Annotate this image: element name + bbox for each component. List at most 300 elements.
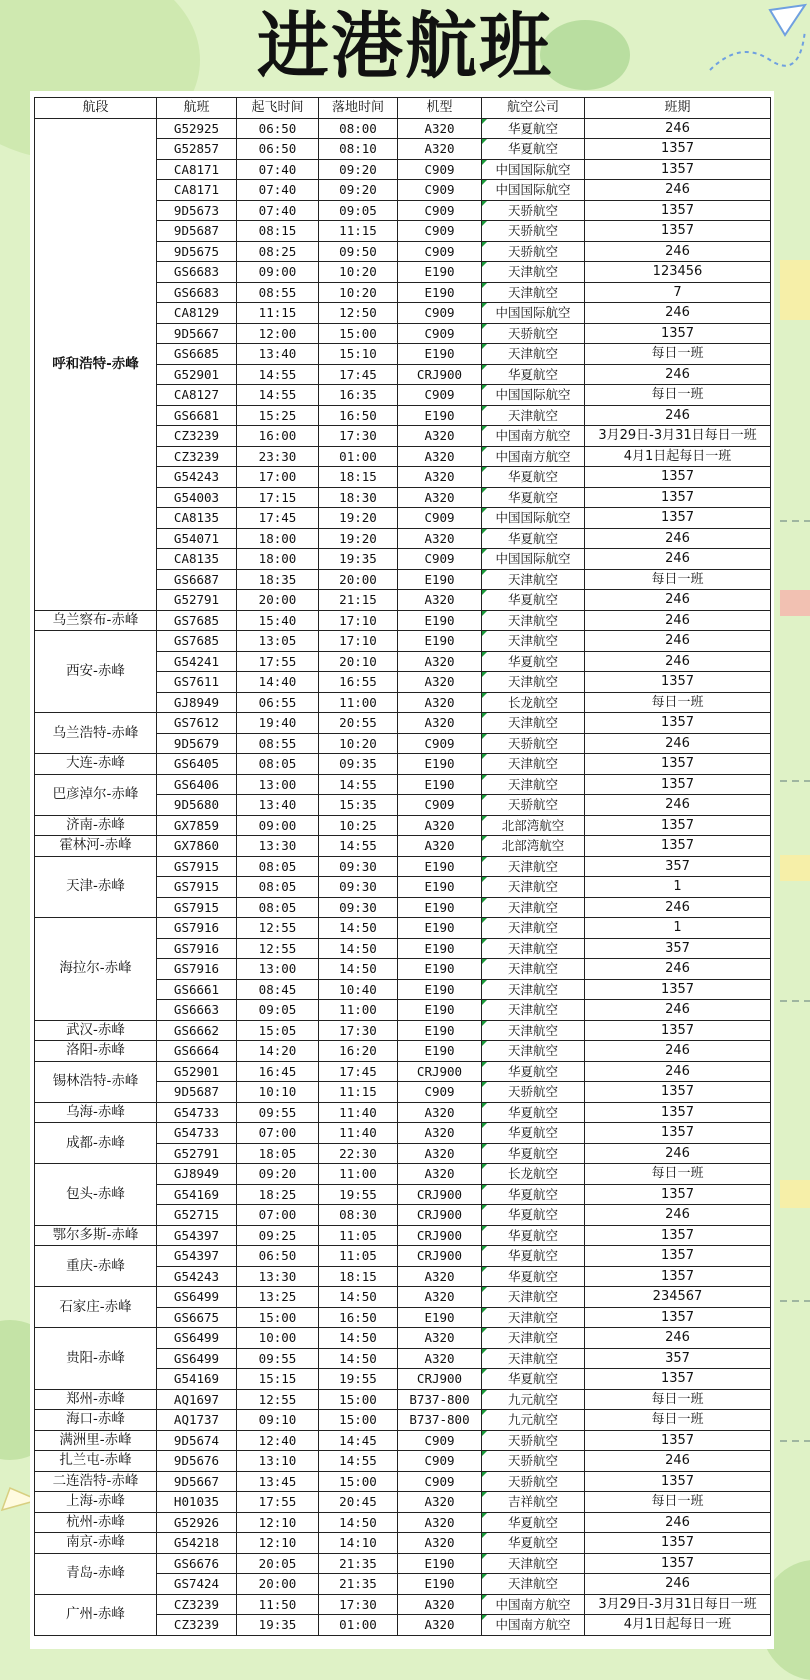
- aircraft-type: A320: [398, 713, 482, 734]
- arrival-time: 01:00: [319, 1615, 398, 1636]
- flight-number: AQ1737: [157, 1410, 237, 1431]
- schedule: 246: [585, 1574, 771, 1595]
- flight-number: G52857: [157, 139, 237, 160]
- flight-number: GS6685: [157, 344, 237, 365]
- aircraft-type: E190: [398, 262, 482, 283]
- flight-number: G54733: [157, 1123, 237, 1144]
- schedule: 246: [585, 364, 771, 385]
- aircraft-type: E190: [398, 754, 482, 775]
- airline: 华夏航空: [482, 1246, 585, 1267]
- route-segment: 石家庄-赤峰: [35, 1287, 157, 1328]
- flight-number: 9D5680: [157, 795, 237, 816]
- airline: 中国国际航空: [482, 508, 585, 529]
- arrival-time: 10:20: [319, 282, 398, 303]
- aircraft-type: A320: [398, 672, 482, 693]
- flight-number: CZ3239: [157, 426, 237, 447]
- aircraft-type: A320: [398, 1102, 482, 1123]
- airline: 天津航空: [482, 1307, 585, 1328]
- departure-time: 13:10: [237, 1451, 319, 1472]
- departure-time: 08:05: [237, 897, 319, 918]
- flight-number: GS6499: [157, 1287, 237, 1308]
- arrival-time: 14:50: [319, 938, 398, 959]
- departure-time: 11:50: [237, 1594, 319, 1615]
- schedule: 246: [585, 118, 771, 139]
- aircraft-type: E190: [398, 405, 482, 426]
- arrival-time: 17:30: [319, 1594, 398, 1615]
- arrival-time: 17:10: [319, 610, 398, 631]
- aircraft-type: E190: [398, 918, 482, 939]
- route-segment: 武汉-赤峰: [35, 1020, 157, 1041]
- col-header-aircraft: 机型: [398, 98, 482, 119]
- flight-number: GX7859: [157, 815, 237, 836]
- departure-time: 13:00: [237, 774, 319, 795]
- airline: 天津航空: [482, 713, 585, 734]
- route-segment: 贵阳-赤峰: [35, 1328, 157, 1390]
- airline: 华夏航空: [482, 1102, 585, 1123]
- flight-number: 9D5679: [157, 733, 237, 754]
- flight-number: CZ3239: [157, 446, 237, 467]
- flight-number: GS6683: [157, 262, 237, 283]
- arrival-time: 16:20: [319, 1041, 398, 1062]
- arrival-time: 18:15: [319, 1266, 398, 1287]
- flight-number: GS6661: [157, 979, 237, 1000]
- flight-number: G54243: [157, 1266, 237, 1287]
- arrival-time: 09:35: [319, 754, 398, 775]
- table-row: [35, 918, 771, 939]
- flight-number: 9D5675: [157, 241, 237, 262]
- airline: 华夏航空: [482, 528, 585, 549]
- aircraft-type: A320: [398, 426, 482, 447]
- departure-time: 18:25: [237, 1184, 319, 1205]
- departure-time: 18:00: [237, 528, 319, 549]
- departure-time: 12:55: [237, 1389, 319, 1410]
- flight-number: GJ8949: [157, 1164, 237, 1185]
- arrival-time: 01:00: [319, 446, 398, 467]
- aircraft-type: A320: [398, 1594, 482, 1615]
- schedule: 357: [585, 1348, 771, 1369]
- arrival-time: 09:50: [319, 241, 398, 262]
- table-row: [35, 1328, 771, 1349]
- schedule: 1357: [585, 139, 771, 160]
- flight-number: GS7685: [157, 610, 237, 631]
- departure-time: 09:05: [237, 1000, 319, 1021]
- schedule: 3月29日-3月31日每日一班: [585, 1594, 771, 1615]
- airline: 天津航空: [482, 610, 585, 631]
- table-row: [35, 856, 771, 877]
- arrival-time: 11:00: [319, 1000, 398, 1021]
- route-segment: 大连-赤峰: [35, 754, 157, 775]
- flight-number: CA8135: [157, 508, 237, 529]
- aircraft-type: A320: [398, 487, 482, 508]
- departure-time: 13:40: [237, 795, 319, 816]
- airline: 天津航空: [482, 1328, 585, 1349]
- airline: 天津航空: [482, 1574, 585, 1595]
- departure-time: 09:00: [237, 815, 319, 836]
- schedule: 246: [585, 631, 771, 652]
- departure-time: 18:35: [237, 569, 319, 590]
- aircraft-type: E190: [398, 877, 482, 898]
- flight-number: GS6406: [157, 774, 237, 795]
- airline: 天津航空: [482, 754, 585, 775]
- airline: 华夏航空: [482, 590, 585, 611]
- flight-number: GS7424: [157, 1574, 237, 1595]
- departure-time: 06:50: [237, 139, 319, 160]
- table-row: [35, 1512, 771, 1533]
- table-row: [35, 754, 771, 775]
- aircraft-type: CRJ900: [398, 364, 482, 385]
- schedule: 246: [585, 1451, 771, 1472]
- flight-number: G54397: [157, 1246, 237, 1267]
- arrival-time: 10:40: [319, 979, 398, 1000]
- table-row: [35, 815, 771, 836]
- departure-time: 17:45: [237, 508, 319, 529]
- flight-table-body: [35, 118, 771, 1635]
- flight-number: G54003: [157, 487, 237, 508]
- airline: 天津航空: [482, 1553, 585, 1574]
- table-row: [35, 631, 771, 652]
- flight-number: CA8171: [157, 180, 237, 201]
- aircraft-type: A320: [398, 1287, 482, 1308]
- flight-number: AQ1697: [157, 1389, 237, 1410]
- table-row: [35, 1041, 771, 1062]
- arrival-time: 19:35: [319, 549, 398, 570]
- route-segment: 鄂尔多斯-赤峰: [35, 1225, 157, 1246]
- route-segment: 南京-赤峰: [35, 1533, 157, 1554]
- bg-dash-1: [780, 520, 810, 522]
- arrival-time: 14:50: [319, 1512, 398, 1533]
- flight-number: H01035: [157, 1492, 237, 1513]
- departure-time: 08:55: [237, 733, 319, 754]
- flight-number: GS6663: [157, 1000, 237, 1021]
- flight-number: 9D5673: [157, 200, 237, 221]
- aircraft-type: A320: [398, 651, 482, 672]
- flight-number: GS7611: [157, 672, 237, 693]
- flight-number: G54241: [157, 651, 237, 672]
- arrival-time: 15:00: [319, 1410, 398, 1431]
- flight-number: CA8135: [157, 549, 237, 570]
- departure-time: 20:05: [237, 1553, 319, 1574]
- airline: 华夏航空: [482, 1225, 585, 1246]
- arrival-time: 11:05: [319, 1225, 398, 1246]
- schedule: 1357: [585, 1020, 771, 1041]
- airline: 天津航空: [482, 877, 585, 898]
- airline: 华夏航空: [482, 1205, 585, 1226]
- departure-time: 19:35: [237, 1615, 319, 1636]
- table-row: [35, 1430, 771, 1451]
- schedule: 1357: [585, 836, 771, 857]
- arrival-time: 10:20: [319, 733, 398, 754]
- airline: 天骄航空: [482, 221, 585, 242]
- aircraft-type: A320: [398, 1328, 482, 1349]
- table-row: [35, 836, 771, 857]
- schedule: 357: [585, 856, 771, 877]
- schedule: 246: [585, 1041, 771, 1062]
- route-segment: 海口-赤峰: [35, 1410, 157, 1431]
- schedule: 246: [585, 590, 771, 611]
- table-row: [35, 610, 771, 631]
- aircraft-type: C909: [398, 180, 482, 201]
- aircraft-type: A320: [398, 1533, 482, 1554]
- airline: 华夏航空: [482, 1512, 585, 1533]
- flight-number: G52715: [157, 1205, 237, 1226]
- airline: 天津航空: [482, 1000, 585, 1021]
- arrival-time: 08:10: [319, 139, 398, 160]
- arrival-time: 14:50: [319, 959, 398, 980]
- arrival-time: 14:50: [319, 918, 398, 939]
- aircraft-type: E190: [398, 979, 482, 1000]
- aircraft-type: B737-800: [398, 1389, 482, 1410]
- table-row: [35, 1410, 771, 1431]
- airline: 华夏航空: [482, 1533, 585, 1554]
- departure-time: 14:40: [237, 672, 319, 693]
- arrival-time: 14:55: [319, 1451, 398, 1472]
- departure-time: 17:55: [237, 651, 319, 672]
- schedule: 246: [585, 303, 771, 324]
- bg-stripe-right-2: [780, 590, 810, 616]
- departure-time: 12:55: [237, 918, 319, 939]
- flight-number: G54169: [157, 1369, 237, 1390]
- airline: 华夏航空: [482, 487, 585, 508]
- aircraft-type: A320: [398, 1266, 482, 1287]
- flight-number: GS7916: [157, 959, 237, 980]
- departure-time: 12:40: [237, 1430, 319, 1451]
- aircraft-type: C909: [398, 1430, 482, 1451]
- arrival-time: 19:55: [319, 1184, 398, 1205]
- airline: 天津航空: [482, 344, 585, 365]
- flight-number: 9D5687: [157, 1082, 237, 1103]
- schedule: 1357: [585, 159, 771, 180]
- aircraft-type: A320: [398, 692, 482, 713]
- schedule: 1: [585, 918, 771, 939]
- arrival-time: 18:15: [319, 467, 398, 488]
- arrival-time: 12:50: [319, 303, 398, 324]
- airline: 天骄航空: [482, 200, 585, 221]
- departure-time: 14:55: [237, 364, 319, 385]
- aircraft-type: E190: [398, 1041, 482, 1062]
- schedule: 每日一班: [585, 692, 771, 713]
- arrival-time: 09:30: [319, 897, 398, 918]
- flight-number: GS6681: [157, 405, 237, 426]
- arrival-time: 15:10: [319, 344, 398, 365]
- aircraft-type: C909: [398, 1082, 482, 1103]
- airline: 天津航空: [482, 262, 585, 283]
- airline: 北部湾航空: [482, 815, 585, 836]
- departure-time: 07:40: [237, 159, 319, 180]
- arrival-time: 17:45: [319, 364, 398, 385]
- airline: 天津航空: [482, 938, 585, 959]
- flight-number: GS7915: [157, 897, 237, 918]
- airline: 中国国际航空: [482, 303, 585, 324]
- arrival-time: 08:00: [319, 118, 398, 139]
- route-segment: 广州-赤峰: [35, 1594, 157, 1635]
- schedule: 246: [585, 897, 771, 918]
- aircraft-type: C909: [398, 385, 482, 406]
- airline: 天津航空: [482, 897, 585, 918]
- arrival-time: 22:30: [319, 1143, 398, 1164]
- airline: 天津航空: [482, 1041, 585, 1062]
- airline: 华夏航空: [482, 1061, 585, 1082]
- arrival-time: 10:20: [319, 262, 398, 283]
- aircraft-type: A320: [398, 1123, 482, 1144]
- airline: 华夏航空: [482, 1184, 585, 1205]
- aircraft-type: E190: [398, 610, 482, 631]
- flight-number: CZ3239: [157, 1615, 237, 1636]
- schedule: 1357: [585, 508, 771, 529]
- route-segment: 天津-赤峰: [35, 856, 157, 918]
- arrival-time: 11:00: [319, 1164, 398, 1185]
- route-segment: 重庆-赤峰: [35, 1246, 157, 1287]
- airline: 天津航空: [482, 405, 585, 426]
- arrival-time: 14:50: [319, 1348, 398, 1369]
- col-header-flight: 航班: [157, 98, 237, 119]
- departure-time: 07:40: [237, 200, 319, 221]
- departure-time: 12:10: [237, 1533, 319, 1554]
- schedule: 每日一班: [585, 1410, 771, 1431]
- route-segment: 成都-赤峰: [35, 1123, 157, 1164]
- schedule: 每日一班: [585, 385, 771, 406]
- col-header-airline: 航空公司: [482, 98, 585, 119]
- flight-number: GS6687: [157, 569, 237, 590]
- aircraft-type: A320: [398, 1348, 482, 1369]
- schedule: 1: [585, 877, 771, 898]
- table-row: [35, 1061, 771, 1082]
- flight-number: G54397: [157, 1225, 237, 1246]
- schedule: 1357: [585, 1184, 771, 1205]
- schedule: 1357: [585, 1246, 771, 1267]
- route-segment: 洛阳-赤峰: [35, 1041, 157, 1062]
- airline: 天骄航空: [482, 1471, 585, 1492]
- flight-number: 9D5687: [157, 221, 237, 242]
- airline: 吉祥航空: [482, 1492, 585, 1513]
- aircraft-type: E190: [398, 856, 482, 877]
- bg-stripe-right-3: [780, 855, 810, 881]
- schedule: 1357: [585, 1307, 771, 1328]
- airline: 华夏航空: [482, 1369, 585, 1390]
- flight-number: G52925: [157, 118, 237, 139]
- aircraft-type: A320: [398, 590, 482, 611]
- schedule: 每日一班: [585, 569, 771, 590]
- table-row: [35, 1225, 771, 1246]
- airline: 天骄航空: [482, 795, 585, 816]
- schedule: 246: [585, 1205, 771, 1226]
- aircraft-type: C909: [398, 795, 482, 816]
- flight-number: GS7685: [157, 631, 237, 652]
- departure-time: 08:25: [237, 241, 319, 262]
- airline: 华夏航空: [482, 139, 585, 160]
- route-segment: 济南-赤峰: [35, 815, 157, 836]
- aircraft-type: CRJ900: [398, 1369, 482, 1390]
- departure-time: 16:00: [237, 426, 319, 447]
- schedule: 7: [585, 282, 771, 303]
- schedule: 1357: [585, 1266, 771, 1287]
- table-row: [35, 774, 771, 795]
- departure-time: 08:45: [237, 979, 319, 1000]
- arrival-time: 16:35: [319, 385, 398, 406]
- airline: 天津航空: [482, 1020, 585, 1041]
- schedule: 1357: [585, 815, 771, 836]
- route-segment: 郑州-赤峰: [35, 1389, 157, 1410]
- airline: 北部湾航空: [482, 836, 585, 857]
- airline: 九元航空: [482, 1410, 585, 1431]
- route-segment: 巴彦淖尔-赤峰: [35, 774, 157, 815]
- aircraft-type: C909: [398, 549, 482, 570]
- airline: 长龙航空: [482, 1164, 585, 1185]
- departure-time: 17:55: [237, 1492, 319, 1513]
- airline: 中国南方航空: [482, 1594, 585, 1615]
- table-row: [35, 1020, 771, 1041]
- schedule: 1357: [585, 1533, 771, 1554]
- flight-number: G54169: [157, 1184, 237, 1205]
- departure-time: 15:00: [237, 1307, 319, 1328]
- aircraft-type: C909: [398, 200, 482, 221]
- table-row: [35, 1287, 771, 1308]
- arrival-time: 19:20: [319, 528, 398, 549]
- table-row: [35, 1164, 771, 1185]
- schedule-sheet: [30, 91, 774, 1649]
- route-segment: 扎兰屯-赤峰: [35, 1451, 157, 1472]
- airline: 天津航空: [482, 1287, 585, 1308]
- schedule: 4月1日起每日一班: [585, 1615, 771, 1636]
- flight-number: GS6499: [157, 1328, 237, 1349]
- table-row: [35, 1533, 771, 1554]
- aircraft-type: C909: [398, 323, 482, 344]
- schedule: 246: [585, 1143, 771, 1164]
- schedule: 246: [585, 733, 771, 754]
- arrival-time: 14:10: [319, 1533, 398, 1554]
- schedule: 每日一班: [585, 1389, 771, 1410]
- table-row: [35, 1471, 771, 1492]
- aircraft-type: CRJ900: [398, 1225, 482, 1246]
- departure-time: 10:00: [237, 1328, 319, 1349]
- route-segment: 青岛-赤峰: [35, 1553, 157, 1594]
- arrival-time: 14:55: [319, 774, 398, 795]
- col-header-schedule: 班期: [585, 98, 771, 119]
- schedule: 1357: [585, 672, 771, 693]
- arrival-time: 11:40: [319, 1123, 398, 1144]
- departure-time: 08:05: [237, 754, 319, 775]
- table-row: [35, 1246, 771, 1267]
- aircraft-type: E190: [398, 959, 482, 980]
- flight-number: 9D5674: [157, 1430, 237, 1451]
- flight-number: GJ8949: [157, 692, 237, 713]
- departure-time: 08:15: [237, 221, 319, 242]
- flight-number: CZ3239: [157, 1594, 237, 1615]
- arrival-time: 11:40: [319, 1102, 398, 1123]
- airline: 天骄航空: [482, 733, 585, 754]
- schedule: 4月1日起每日一班: [585, 446, 771, 467]
- airline: 中国国际航空: [482, 549, 585, 570]
- table-row: [35, 1451, 771, 1472]
- airline: 九元航空: [482, 1389, 585, 1410]
- bg-dash-5: [780, 1440, 810, 1442]
- aircraft-type: A320: [398, 139, 482, 160]
- schedule: 246: [585, 180, 771, 201]
- arrival-time: 09:20: [319, 180, 398, 201]
- route-segment: 乌兰浩特-赤峰: [35, 713, 157, 754]
- schedule: 每日一班: [585, 1492, 771, 1513]
- airline: 中国南方航空: [482, 446, 585, 467]
- arrival-time: 17:30: [319, 1020, 398, 1041]
- departure-time: 17:15: [237, 487, 319, 508]
- bg-dash-2: [780, 780, 810, 782]
- route-segment: 霍林河-赤峰: [35, 836, 157, 857]
- flight-number: GS7915: [157, 856, 237, 877]
- departure-time: 06:55: [237, 692, 319, 713]
- departure-time: 14:20: [237, 1041, 319, 1062]
- departure-time: 13:30: [237, 836, 319, 857]
- route-segment: 西安-赤峰: [35, 631, 157, 713]
- flight-number: GX7860: [157, 836, 237, 857]
